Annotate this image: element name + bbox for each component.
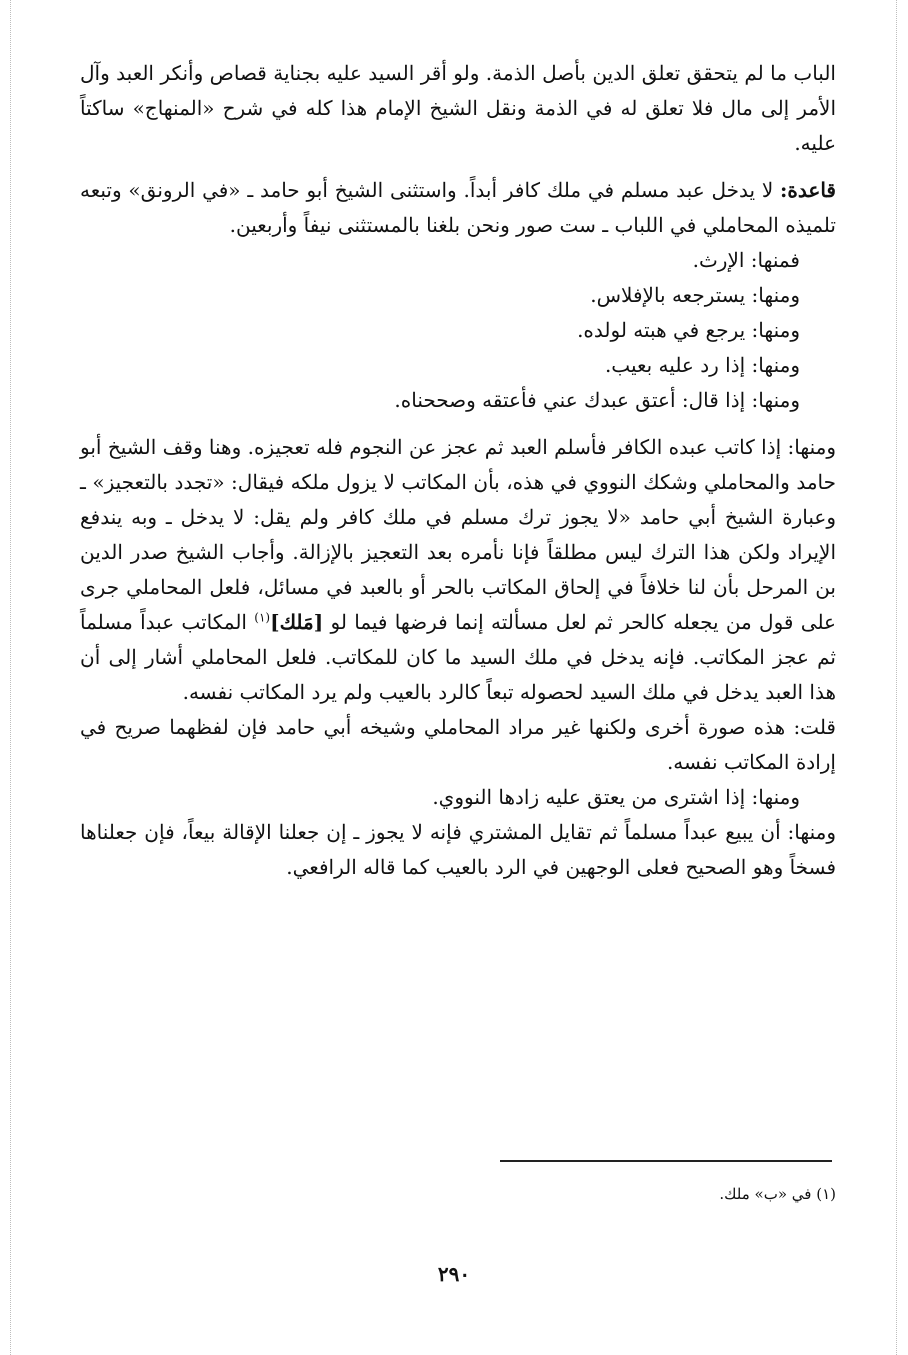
footnote-separator bbox=[500, 1160, 832, 1162]
list-item-label: ومنها: bbox=[751, 785, 800, 809]
scan-margin-line-left bbox=[10, 0, 11, 1355]
paragraph-mukatab bbox=[80, 430, 836, 710]
qaida-label: قاعدة: bbox=[780, 178, 836, 202]
list-item bbox=[80, 313, 836, 348]
mukatab-text-part-1: ومنها: إذا كاتب عبده الكافر فأسلم العبد ثم عجز عن النجوم فله تعجيزه. وهنا وقف الشيخ أبو حامد والمحاملي وشكك النووي في هذه، بأن المكاتب لا يزول ملكه فيقال: «تجدد بالتعجيز» ـ وعبارة الشيخ أبي حامد «لا يجوز ترك مسلم في ملك كافر ولم يقل: لا يدخل ـ وبه يندفع الإيراد ولكن هذا الترك ليس مطلقاً فإنا نأمره بعد التعجيز بالإزالة. وأجاب الشيخ صدر الدين بن المرحل بأن لنا خلافاً في إلحاق المكاتب بالحر أو بالعبد في مسائل، فلعل المحاملي جرى على قول من يجعله كالحر ثم لعل مسألته إنما فرضها فيما لو bbox=[80, 435, 836, 634]
list-item-label: ومنها: bbox=[751, 388, 800, 412]
list-item-text: إذا رد عليه بعيب. bbox=[604, 353, 746, 377]
list-item-label: ومنها: bbox=[751, 283, 800, 307]
paragraph-qaida bbox=[80, 173, 836, 243]
footnote: (١) في «ب» ملك. bbox=[719, 1185, 836, 1203]
page-number: ٢٩٠ bbox=[437, 1262, 471, 1286]
list-item-text: يرجع في هبته لولده. bbox=[577, 318, 746, 342]
paragraph-iqala bbox=[80, 815, 836, 885]
paragraph-intro: الباب ما لم يتحقق تعلق الدين بأصل الذمة. ولو أقر السيد عليه بجناية قصاص وأنكر العبد وآل الأمر إلى مال فلا تعلق له في الذمة ونقل الشيخ الإمام هذا كله في شرح «المنهاج» ساكتاً عليه. bbox=[80, 61, 836, 155]
list-item bbox=[80, 383, 836, 418]
list-item-text: إذا قال: أعتق عبدك عني فأعتقه وصححناه. bbox=[394, 388, 746, 412]
qaida-text: لا يدخل عبد مسلم في ملك كافر أبداً. واستثنى الشيخ أبو حامد ـ «في الرونق» وتبعه تلميذه المحاملي في اللباب ـ ست صور ونحن بلغنا بالمستثنى نيفاً وأربعين. bbox=[80, 178, 836, 237]
list-item bbox=[80, 780, 836, 815]
list-item-text: إذا اشترى من يعتق عليه زادها النووي. bbox=[432, 785, 746, 809]
main-text bbox=[80, 56, 836, 885]
qult-label: قلت: bbox=[793, 715, 836, 739]
qult-text: هذه صورة أخرى ولكنها غير مراد المحاملي وشيخه أبي حامد فإن لفظهما صريح في إرادة المكاتب نفسه. bbox=[80, 715, 836, 774]
list-item-text: يسترجعه بالإفلاس. bbox=[590, 283, 746, 307]
footnote-marker: (١) bbox=[254, 610, 271, 625]
list-item-label: فمنها: bbox=[750, 248, 800, 272]
iqala-text: أن يبيع عبداً مسلماً ثم تقايل المشتري فإنه لا يجوز ـ إن جعلنا الإقالة بيعاً، فإن جعلناها فسخاً وهو الصحيح فعلى الوجهين في الرد بالعيب كما قاله الرافعي. bbox=[80, 820, 836, 879]
list-item-text: الإرث. bbox=[692, 248, 745, 272]
paragraph-qult bbox=[80, 710, 836, 780]
list-item-label: ومنها: bbox=[751, 318, 800, 342]
list-item-label: ومنها: bbox=[751, 353, 800, 377]
scan-margin-line-right bbox=[896, 0, 897, 1355]
mukatab-text-part-2: المكاتب عبداً مسلماً ثم عجز المكاتب. فإنه يدخل في ملك السيد ما كان للمكاتب. فلعل المحاملي أشار إلى أن هذا العبد يدخل في ملك السيد لحصوله تبعاً كالرد بالعيب ولم يرد المكاتب نفسه. bbox=[80, 610, 836, 704]
list-item bbox=[80, 278, 836, 313]
inserted-word: [مَلك] bbox=[270, 610, 324, 634]
list-item bbox=[80, 243, 836, 278]
list-item bbox=[80, 348, 836, 383]
iqala-label: ومنها: bbox=[787, 820, 837, 844]
